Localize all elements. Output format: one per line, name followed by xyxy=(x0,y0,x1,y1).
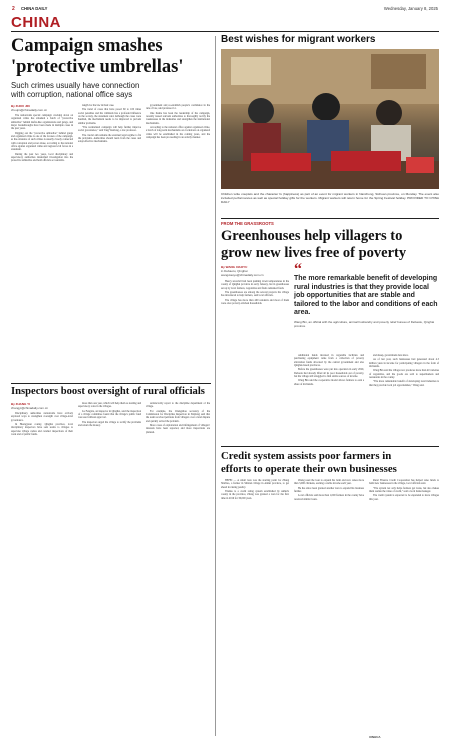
photo-caption: Children write couplets and the character fu (happiness) as part of an event for migrant workers in Nanchong, Sichuan province, on Monday. The event also included performances as well as special holiday gifts for the workers. Migrant workers will return home for the Spring Festival holiday. PROVIDED TO CHINA DAILY xyxy=(221,192,439,204)
paragraph: Digging out the "protective umbrellas" behind gangs and organized crime is one of the focuses of the campaign, as the existence of such crimes is usually closely connected with corruption and power abuse, according to the national office against organized crime and regional evil forces in a statement. xyxy=(11,131,73,152)
inspectors-rule xyxy=(11,383,211,384)
photo-rule xyxy=(221,218,439,219)
paragraph: The village has more than 400 residents and most of them were once poverty-stricken households. xyxy=(221,298,289,306)
paragraph: The trend of cases that have posed 60 to 100 times social penalties and the criminals has a profound influence on the society, the statement said. Although the cases were handled, the mechanism needs to be improved to prevent similar problems. xyxy=(78,108,141,125)
paragraph: Additional funds invested in vegetable facilities and purchasing equipment came from a collection of poverty alleviation funds allocated by the central government and also Qinghai-based provinces. xyxy=(294,354,364,368)
paragraph: "The system not only helps farmers get loans, but also makes them realize the value of credit," said a local bank manager. xyxy=(369,486,439,494)
pull-quote xyxy=(294,261,439,329)
paragraph: For example, the Chengzhou secretary of the Commission for Discipline Inspection in Xinjiang said that the team received petitions from villagers over a land dispute and quickly solved the problem. xyxy=(146,409,210,423)
greenhouse-headline-line2: grow new lives free of poverty xyxy=(221,244,407,261)
credit-byline: XINHUA xyxy=(369,735,381,739)
quote-mark-icon: “ xyxy=(294,261,302,278)
paragraph: "The more remarkable benefit of developing rural industries is that they provide local job opportunities," Wang said. xyxy=(369,380,439,387)
paragraph: Before the greenhouses were put into operation in early 2020, Debaotu had already lifted all its poor households out of poverty, but the village still struggled to find stable sources of income. xyxy=(294,368,364,379)
paragraph: More cases of exploitation and infringement of villagers' interests have been reported, and more inspections are planned. xyxy=(146,424,210,434)
paragraph: Disciplinary authorities nationwide have actively explored ways to strengthen oversight over village-level governance. xyxy=(11,412,73,422)
greenhouse-col-3 xyxy=(369,354,439,440)
paragraph: He has since been granted another loan to expand his business further. xyxy=(294,486,364,494)
main-byline-name: By ZHOU JIN xyxy=(11,104,30,108)
paragraph: Rural Finance Credit Cooperation has helped raise funds to build new businesses in the village, local officials said. xyxy=(369,479,439,486)
greenhouse-byline-contact: wangxiaoyu@chinadaily.com.cn xyxy=(221,273,264,277)
credit-col-3 xyxy=(369,479,439,737)
paragraph: In Huangyuan county, Qinghai province, local disciplinary inspectors have sent teams to villages to supervise village cadres and conduct inspections of their work and of public funds. xyxy=(11,423,73,437)
credit-headline-line2: efforts to operate their own businesses xyxy=(221,462,397,475)
paragraph: government and re-establish people's confidence in the rule of law, said professor Li. xyxy=(146,104,210,111)
main-col-2 xyxy=(78,104,141,378)
main-deck-line1: Such crimes usually have connection xyxy=(11,81,140,90)
main-byline xyxy=(11,104,71,112)
paragraph: The inspectors urged the village to rectify the problems and return the money. xyxy=(78,420,141,428)
pull-quote-text: The more remarkable benefit of developing rural industries is that they provide local job opportunities that are stable and tailored to the labor and conditions of each area. xyxy=(294,275,438,317)
photo-section-title: Best wishes for migrant workers xyxy=(221,34,376,45)
paragraph: Local officials said more than 1,000 farmers in the county have received similar loans. xyxy=(294,494,364,501)
greenhouse-kicker: FROM THE GRASSROOTS xyxy=(221,221,274,226)
section-title: CHINA xyxy=(11,14,61,31)
paragraph: The credit system is expected to be expanded to more villages this year. xyxy=(369,494,439,501)
photo-illustration xyxy=(221,49,439,189)
paragraph: "The normalized campaign will help further improve social governance," said Tang Weidong, a law professor. xyxy=(78,126,141,133)
paragraph: Wang Bin said the village now produces more than 40 varieties of vegetables, and the goods are sold to supermarkets and restaurants in the county. xyxy=(369,369,439,380)
credit-rule xyxy=(221,446,439,447)
inspectors-byline-name: By ZHANG YI xyxy=(11,402,30,406)
main-headline-line1: Campaign smashes xyxy=(11,36,163,56)
inspectors-byline-contact: zhangyi@chinadaily.com.cn xyxy=(11,406,49,410)
main-col-3 xyxy=(146,104,210,378)
paragraph: more than one year, which will help them as leading and supervisory roles in the villages. xyxy=(78,402,141,409)
credit-headline-line1: Credit system assists poor farmers in xyxy=(221,450,392,462)
paragraph: As of last year, such businesses had generated about 4.5 million yuan in income for participating villagers in the form of dividends. xyxy=(369,358,439,369)
greenhouse-byline-place: in Debaotu, Qinghai xyxy=(221,269,248,273)
paragraph: satisfactorily report to the discipline department of the village. xyxy=(146,402,210,409)
inspectors-headline: Inspectors boost oversight of rural officials xyxy=(11,386,205,397)
greenhouse-byline xyxy=(221,265,291,277)
masthead-rule xyxy=(11,31,439,32)
paragraph: According to the national office against organized crime, a batch of long-term mechanisms on crackdown on organized crime will be established in the coming years, and the campaign has been proceeding in an orderly manner. xyxy=(146,126,210,140)
paragraph: Zhang used the loan to expand his farm and now raises more than 3,000 chickens, earning a stable income each year. xyxy=(294,479,364,486)
inspectors-col-1 xyxy=(11,412,73,737)
pull-quote-attribution: Wang Bin, an official with the agriculture, animal husbandry and poverty relief bureau of Debaotu, Qinghai province xyxy=(294,319,435,328)
paragraph: During the past two years, local disciplinary and supervisory authorities intensified investigation into the protective umbrellas and held officials accountable. xyxy=(11,152,73,163)
credit-col-1 xyxy=(221,479,289,737)
greenhouse-headline-line1: Greenhouses help villagers to xyxy=(221,228,403,244)
paragraph: The greenhouses are among the several projects the village has introduced to help farmers, said local officials. xyxy=(221,291,289,298)
main-col-1 xyxy=(11,114,73,378)
paragraph: length for the law in their case. xyxy=(82,104,115,107)
date-line: Wednesday, January 8, 2025 xyxy=(383,6,438,11)
paragraph: Lu Fengxia, an inspector in Qinghai, said the inspection of a village committee found that the village's public fund was used without approval. xyxy=(78,409,141,420)
greenhouse-headline xyxy=(221,228,441,261)
photo xyxy=(221,49,439,189)
paragraph: HEFEI — A small loan was the starting point for Zhang Shichao, a farmer in Shixian village in Anhui province, to get ahead in raising poultry. xyxy=(221,479,289,489)
paragraph: Wang Bin said the cooperative model allows farmers to earn a share of dividends. xyxy=(294,379,364,386)
credit-headline xyxy=(221,450,441,475)
inspectors-byline xyxy=(11,402,71,410)
greenhouse-col-1 xyxy=(221,280,289,440)
paragraph: and sheep, government data show. xyxy=(373,354,409,357)
paragraph: Heavy snowfall had been pushing down temperatures in the county of Qinghai province in early January, but in greenhouses set up by local farmers, vegetables and fruits remained fresh. xyxy=(221,280,289,290)
main-deck-line2: with corruption, national office says xyxy=(11,90,133,100)
greenhouse-col-2 xyxy=(294,354,364,440)
paper-name: CHINA DAILY xyxy=(21,6,48,11)
main-headline-line2: 'protective umbrellas' xyxy=(11,57,184,77)
page-number: 2 xyxy=(12,6,15,12)
paragraph: The nationwide special campaign cracking down on organized crime has smashed a batch of "protective umbrellas" behind mafia-like organizations and gangs, and major breakthroughs have been made in multiple cases in the past years. xyxy=(11,114,73,131)
main-byline-contact: zhoujin@chinadaily.com.cn xyxy=(11,108,48,112)
paragraph: Thanks to a credit rating system established by Anhui's county in the province, Zhang was granted a loan for the first time in 2019 for 30,000 yuan. xyxy=(221,490,289,500)
paragraph: One theme has been the leadership of the campaign, recently issued relevant authorities to thoroughly rectify the weaknesses in the industries and strengthen the institutional mechanisms. xyxy=(146,111,210,125)
main-headline xyxy=(11,36,211,78)
paragraph: The crucial aim remains the eventual legal regime to fix the problems. Authorities should learn from the cases and adopt effective mechanisms. xyxy=(78,133,141,144)
inspectors-col-2 xyxy=(78,402,141,737)
credit-col-2 xyxy=(294,479,364,737)
greenhouse-byline-name: By WANG XIAOYU xyxy=(221,265,248,269)
inspectors-col-3 xyxy=(146,402,210,737)
main-deck xyxy=(11,81,211,99)
